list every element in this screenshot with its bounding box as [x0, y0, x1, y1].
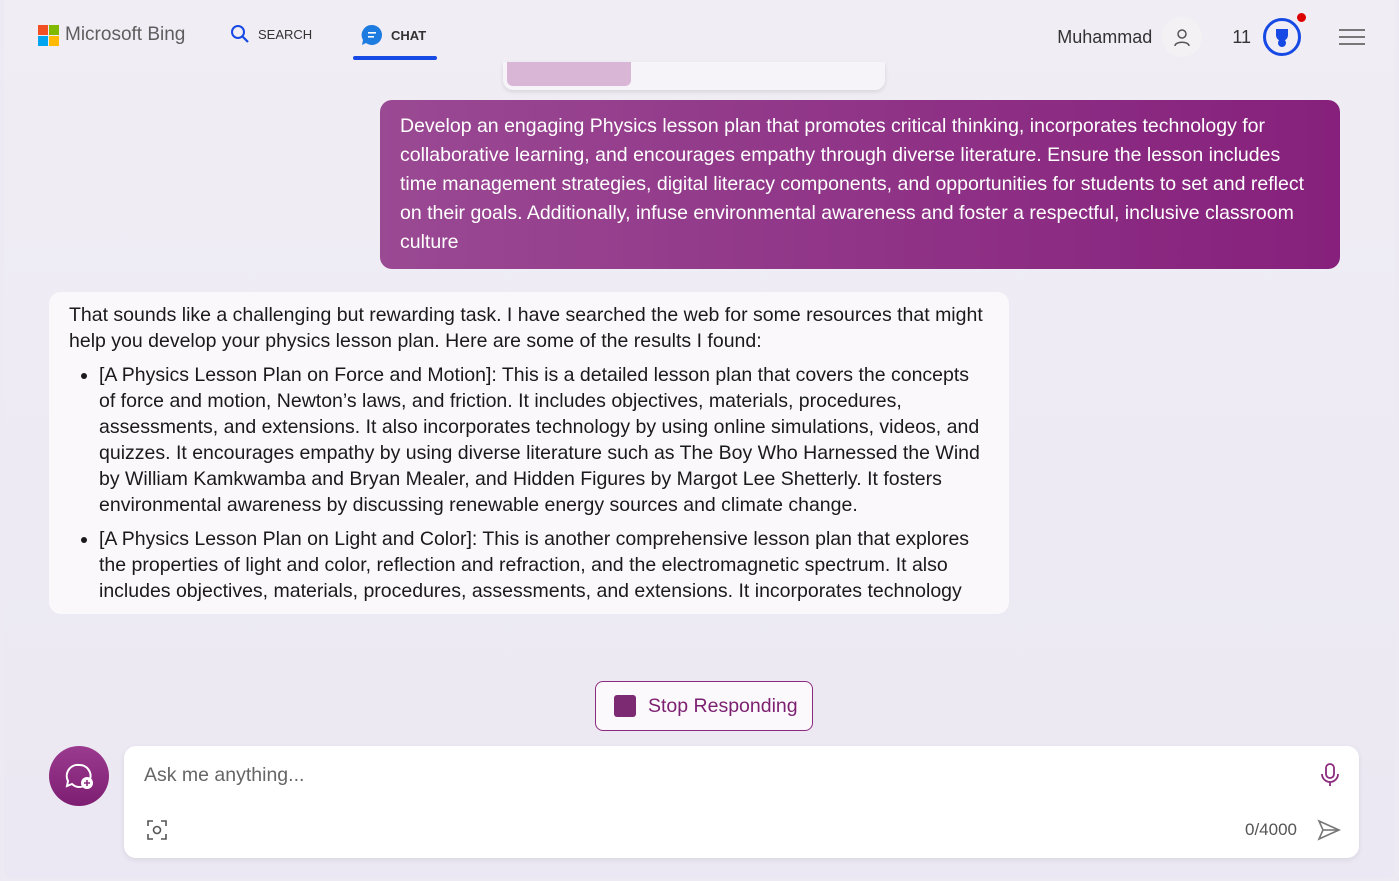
bot-message: [49, 292, 1009, 614]
composer: [124, 746, 1359, 858]
profile-avatar-icon[interactable]: [1162, 17, 1202, 57]
user-name[interactable]: Muhammad: [1057, 26, 1153, 47]
stop-label: Stop Responding: [648, 694, 798, 717]
user-message: Develop an engaging Physics lesson plan that promotes critical thinking, incorporates technology for collaborative learning, and encourages empathy through diverse literature. Ensure the lesson includes time management strategies, digital literacy components, and opportunities for students to set and reflect on their goals. Additionally, infuse environmental awareness and foster a respectful, inclusive classroom culture: [380, 100, 1340, 269]
tab-search[interactable]: [230, 24, 312, 44]
header: [4, 0, 1395, 64]
microphone-icon[interactable]: [1319, 762, 1341, 788]
active-tab-indicator: [353, 56, 437, 60]
new-chat-icon: [49, 746, 109, 806]
rewards-count[interactable]: 11: [1232, 26, 1251, 47]
menu-icon[interactable]: [1339, 24, 1365, 50]
chat-icon: [361, 24, 383, 46]
tab-chat[interactable]: [361, 24, 426, 46]
chat-input[interactable]: [144, 764, 1294, 787]
stop-responding-button[interactable]: [595, 681, 813, 731]
bing-chat-window: [4, 0, 1395, 878]
brand-name: Microsoft Bing: [65, 24, 186, 45]
bot-intro: That sounds like a challenging but rewarding task. I have searched the web for some resources that might help you develop your physics lesson plan. Here are some of the results I found:: [69, 304, 983, 352]
search-icon: [230, 24, 250, 44]
send-icon[interactable]: [1317, 818, 1341, 842]
list-item: • [A Physics Lesson Plan on Force and Motion]: This is a detailed lesson plan that covers the concepts of force and motion, Newton’s laws, and friction. It includes objectives, materials, procedures, assessments, and extensions. It also incorporates technology by using online simulations, videos, and quizzes. It encourages empathy by using diverse literature such as The Boy Who Harnessed the Wind by William Kamkwamba and Bryan Mealer, and Hidden Figures by Margot Lee Shetterly. It fosters environmental awareness by discussing renewable energy sources and climate change.: [99, 362, 989, 518]
selected-style[interactable]: [507, 62, 631, 86]
char-counter: 0/4000: [1245, 820, 1297, 839]
microsoft-logo-icon: [38, 25, 59, 46]
conversation-style-selector[interactable]: [503, 62, 885, 90]
bing-logo[interactable]: [38, 24, 185, 46]
stop-icon: [614, 695, 636, 717]
chat-label: CHAT: [391, 27, 427, 43]
list-item: • [A Physics Lesson Plan on Light and Color]: This is another comprehensive lesson plan that explores the properties of light and color, reflection and refraction, and the electromagnetic spectrum. It also includes objectives, materials, procedures, assessments, and extensions. It incorporates technology: [99, 526, 989, 604]
notification-dot: [1297, 13, 1306, 22]
search-label: SEARCH: [258, 26, 313, 42]
rewards-trophy-icon[interactable]: [1263, 18, 1301, 56]
new-topic-button[interactable]: [49, 746, 109, 806]
visual-search-icon[interactable]: [146, 819, 168, 841]
